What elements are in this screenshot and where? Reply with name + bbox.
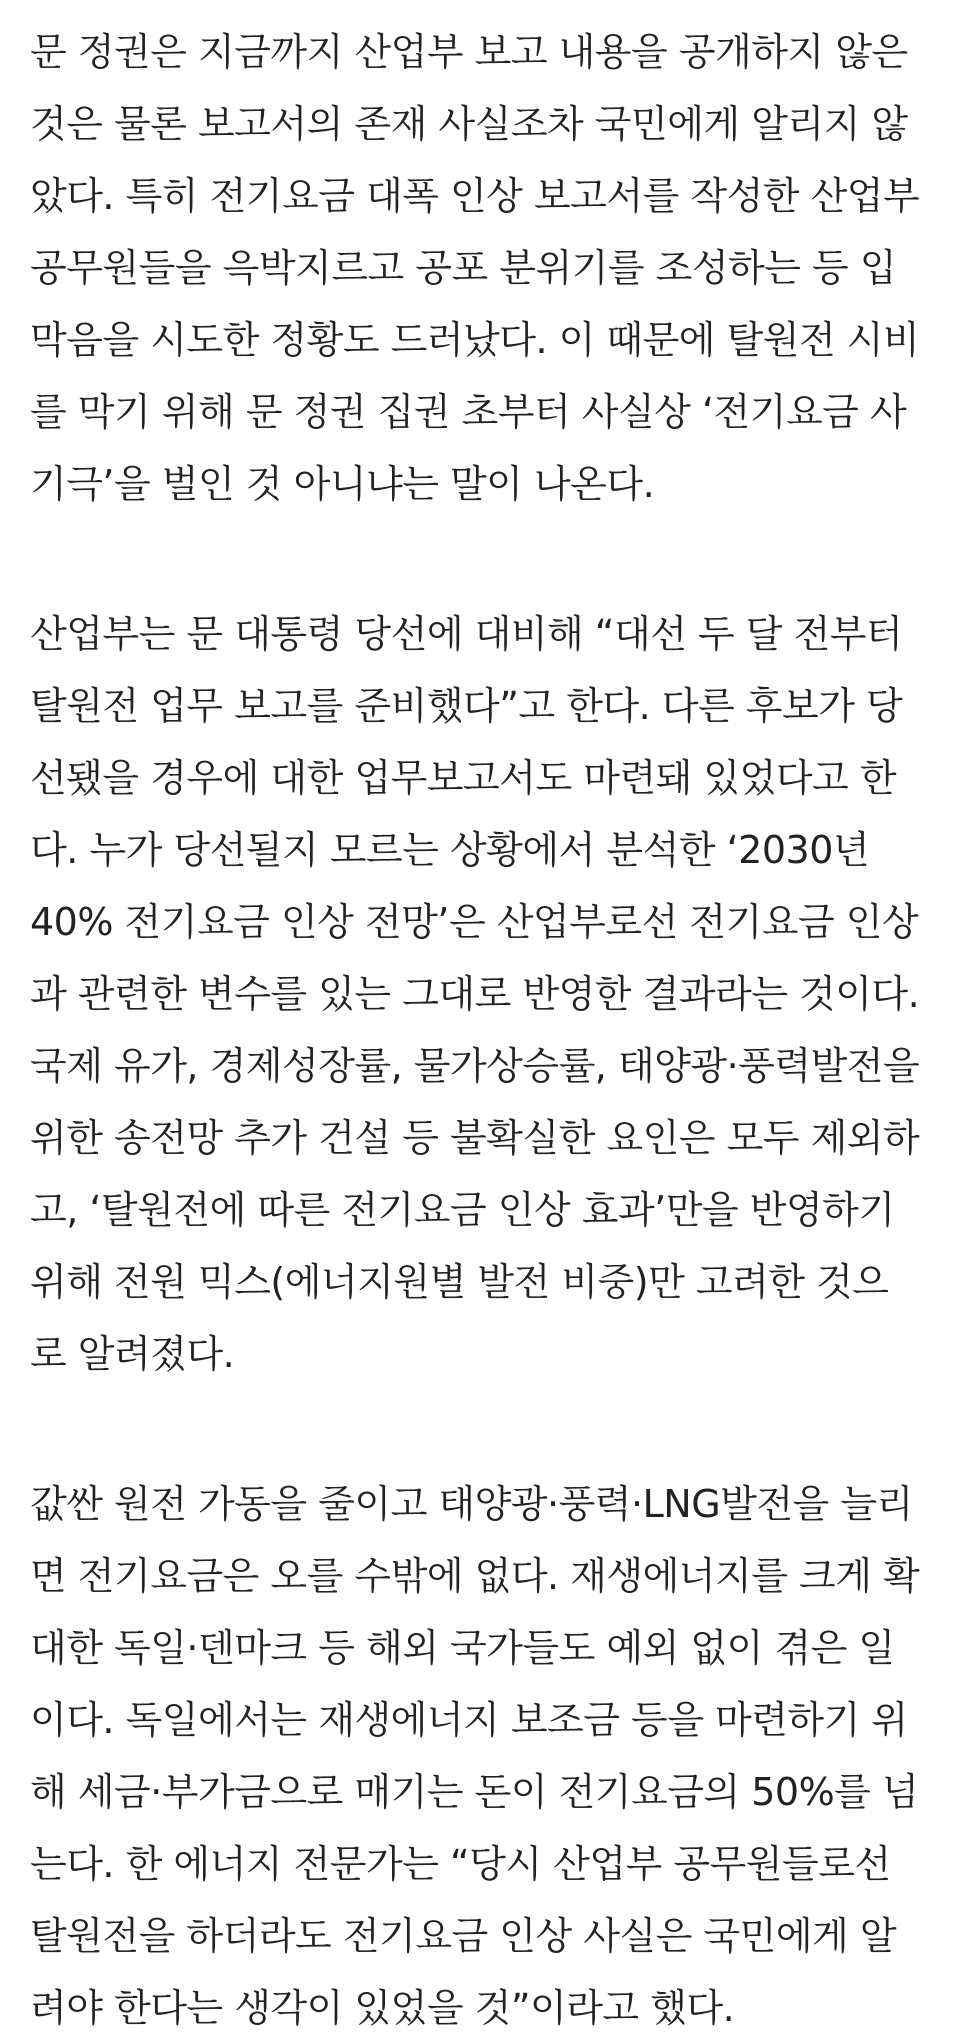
paragraph-2 [30,598,941,1390]
text-line: 았다. 특히 전기요금 대폭 인상 보고서를 작성한 산업부 [30,174,920,218]
text-line: 위해 전원 믹스(에너지원별 발전 비중)만 고려한 것으 [30,1260,889,1304]
text-line: 국제 유가, 경제성장률, 물가상승률, 태양광·풍력발전을 [30,1044,920,1088]
text-line: 위한 송전망 추가 건설 등 불확실한 요인은 모두 제외하 [30,1116,920,1160]
text-line: 문 정권은 지금까지 산업부 보고 내용을 공개하지 않은 [30,30,908,74]
text-line: 과 관련한 변수를 있는 그대로 반영한 결과라는 것이다. [30,972,920,1016]
text-line: 로 알려졌다. [30,1332,235,1376]
text-line: 를 막기 위해 문 정권 집권 초부터 사실상 ‘전기요금 사 [30,390,907,434]
text-line: 값싼 원전 가동을 줄이고 태양광·풍력·LNG발전을 늘리 [30,1482,913,1526]
text-line: 선됐을 경우에 대한 업무보고서도 마련돼 있었다고 한 [30,756,897,800]
text-line: 기극’을 벌인 것 아니냐는 말이 나온다. [30,462,655,506]
text-line: 산업부는 문 대통령 당선에 대비해 “대선 두 달 전부터 [30,612,903,656]
text-line: 대한 독일·덴마크 등 해외 국가들도 예외 없이 겪은 일 [30,1626,895,1670]
paragraph-3 [30,1468,941,2044]
text-line: 려야 한다는 생각이 있었을 것”이라고 했다. [30,1986,735,2030]
text-line: 이다. 독일에서는 재생에너지 보조금 등을 마련하기 위 [30,1698,908,1742]
text-line: 탈원전을 하더라도 전기요금 인상 사실은 국민에게 알 [30,1914,897,1958]
paragraph-1 [30,16,941,520]
text-line: 는다. 한 에너지 전문가는 “당시 산업부 공무원들로선 [30,1842,891,1886]
text-line: 공무원들을 윽박지르고 공포 분위기를 조성하는 등 입 [30,246,897,290]
text-line: 다. 누가 당선될지 모르는 상황에서 분석한 ‘2030년 [30,828,870,872]
text-line: 해 세금·부가금으로 매기는 돈이 전기요금의 50%를 넘 [30,1770,919,1814]
text-line: 40% 전기요금 인상 전망’은 산업부로선 전기요금 인상 [30,900,919,944]
text-line: 막음을 시도한 정황도 드러났다. 이 때문에 탈원전 시비 [30,318,920,362]
text-line: 것은 물론 보고서의 존재 사실조차 국민에게 알리지 않 [30,102,908,146]
text-line: 면 전기요금은 오를 수밖에 없다. 재생에너지를 크게 확 [30,1554,920,1598]
text-line: 고, ‘탈원전에 따른 전기요금 인상 효과’만을 반영하기 [30,1188,895,1232]
text-line: 탈원전 업무 보고를 준비했다”고 한다. 다른 후보가 당 [30,684,903,728]
